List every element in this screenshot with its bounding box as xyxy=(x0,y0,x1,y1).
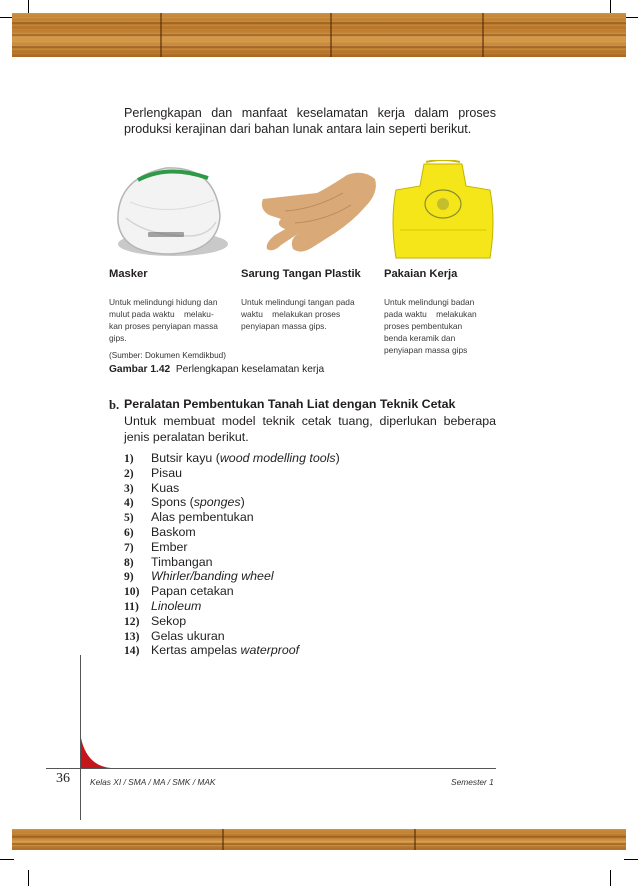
figure-caption xyxy=(109,364,324,375)
crop-mark xyxy=(28,0,29,14)
tool-item-text: sponges xyxy=(193,495,241,510)
tool-item-text: Ember xyxy=(151,539,188,554)
glove-photo xyxy=(255,163,385,263)
tool-item-number: 13) xyxy=(124,629,140,643)
item-title-masker: Masker xyxy=(109,268,148,280)
crop-mark xyxy=(610,0,611,14)
item-desc-sarung-tangan xyxy=(241,296,355,332)
tool-item-text: Butsir kayu ( xyxy=(151,451,220,465)
tool-item-text: Linoleum xyxy=(151,598,202,613)
desc-line: kan proses penyiapan massa xyxy=(109,321,218,331)
glove-shape xyxy=(262,173,376,252)
tool-item-text: Sekop xyxy=(151,613,187,628)
crop-mark xyxy=(624,17,638,18)
tool-item-text: Gelas ukuran xyxy=(151,628,225,643)
item-title-pakaian-kerja: Pakaian Kerja xyxy=(384,268,458,280)
desc-line: Untuk melindungi badan xyxy=(384,297,475,307)
tool-list-item xyxy=(124,599,340,614)
footer-wood-banner xyxy=(12,829,626,850)
desc-line: proses pembentukan xyxy=(384,321,463,331)
tool-item-number: 1) xyxy=(124,452,134,465)
tool-item-number: 6) xyxy=(124,525,134,539)
desc-line: penyiapan massa gips. xyxy=(241,321,327,331)
tool-item-number: 14) xyxy=(124,644,140,658)
tool-item-text: Kertas ampelas xyxy=(151,643,241,658)
item-title-sarung-tangan: Sarung Tangan Plastik xyxy=(241,268,361,280)
crop-mark xyxy=(624,859,638,860)
tool-list-item xyxy=(124,466,340,481)
desc-line: Untuk melindungi hidung dan xyxy=(109,297,218,307)
tool-item-number: 4) xyxy=(124,496,134,510)
tool-list-item xyxy=(124,540,340,555)
apron-photo xyxy=(386,160,500,264)
tool-item-number: 11) xyxy=(124,599,139,613)
tool-item-number: 3) xyxy=(124,481,134,495)
tool-item-text: Pisau xyxy=(151,465,182,480)
crop-mark xyxy=(0,859,14,860)
tool-list-item xyxy=(124,569,340,584)
tool-item-number: 5) xyxy=(124,511,134,525)
mask-photo xyxy=(108,156,230,262)
crop-mark xyxy=(610,870,611,886)
tool-item-number: 7) xyxy=(124,540,134,554)
section-letter: b. xyxy=(109,398,120,412)
crop-mark xyxy=(28,870,29,886)
footer-accent-shape xyxy=(81,738,111,768)
tool-item-number: 9) xyxy=(124,570,134,584)
desc-line: pada waktu melakukan xyxy=(384,309,477,319)
apron-shape xyxy=(393,164,493,258)
footer-course-label: Kelas XI / SMA / MA / SMK / MAK xyxy=(90,777,216,787)
tool-item-text: ) xyxy=(240,495,245,510)
tool-item-text: ) xyxy=(335,451,340,465)
item-desc-masker xyxy=(109,296,218,344)
tool-item-number: 2) xyxy=(124,466,134,480)
figure-source: (Sumber: Dokumen Kemdikbud) xyxy=(109,351,226,360)
tool-item-text: wood modelling tools xyxy=(219,451,336,465)
tool-item-text: Spons ( xyxy=(151,495,194,510)
tool-item-text: waterproof xyxy=(240,643,300,658)
tools-list xyxy=(124,451,340,658)
header-wood-banner xyxy=(12,13,626,57)
tool-item-number: 10) xyxy=(124,585,140,599)
caption-label: Gambar 1.42 xyxy=(109,364,171,375)
desc-line: mulut pada waktu melaku- xyxy=(109,309,214,319)
intro-paragraph: Perlengkapan dan manfaat keselamatan kerja dalam proses produksi kerajinan dari bahan lunak antara lain seperti berikut. xyxy=(124,106,496,136)
tool-list-item xyxy=(124,643,340,658)
tool-list-item xyxy=(124,451,340,466)
desc-line: penyiapan massa gips xyxy=(384,345,468,355)
caption-text: Perlengkapan keselamatan kerja xyxy=(175,364,325,375)
tool-item-text: Whirler/banding wheel xyxy=(151,569,274,584)
tool-item-text: Timbangan xyxy=(151,554,213,569)
tool-list-item xyxy=(124,495,340,510)
tool-list-item xyxy=(124,629,340,644)
section-title: Peralatan Pembentukan Tanah Liat dengan Teknik Cetak xyxy=(124,397,456,411)
tool-item-number: 12) xyxy=(124,614,140,628)
desc-line: benda keramik dan xyxy=(384,333,456,343)
desc-line: gips. xyxy=(109,333,127,343)
tool-item-number: 8) xyxy=(124,555,134,569)
footer-horizontal-rule xyxy=(46,768,496,769)
tool-list-item xyxy=(124,555,340,570)
footer-semester-label: Semester 1 xyxy=(451,777,494,787)
page-number: 36 xyxy=(56,771,70,786)
tool-item-text: Kuas xyxy=(151,480,180,495)
item-desc-pakaian-kerja xyxy=(384,296,477,356)
tool-list-item xyxy=(124,614,340,629)
desc-line: waktu melakukan proses xyxy=(241,309,341,319)
tool-list-item xyxy=(124,525,340,540)
tool-list-item xyxy=(124,481,340,496)
tool-item-text: Papan cetakan xyxy=(151,584,234,599)
tool-list-item xyxy=(124,584,340,599)
desc-line: Untuk melindungi tangan pada xyxy=(241,297,355,307)
tool-list-item xyxy=(124,510,340,525)
tool-item-text: Baskom xyxy=(151,524,196,539)
tool-item-text: Alas pembentukan xyxy=(151,510,254,525)
section-body: Untuk membuat model teknik cetak tuang, diperlukan beberapa jenis peralatan berikut. xyxy=(124,414,496,444)
